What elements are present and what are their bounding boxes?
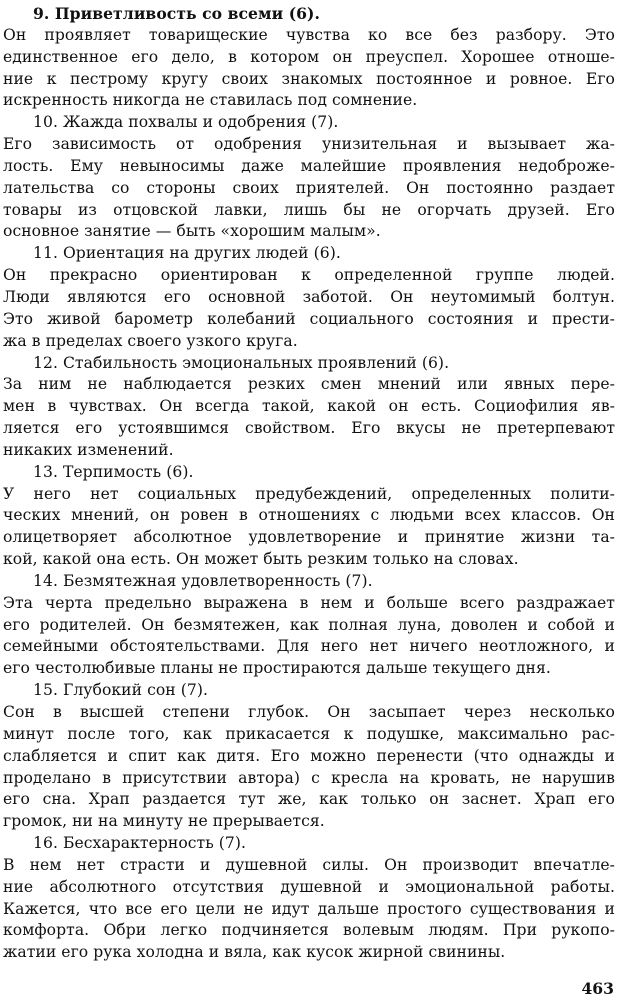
section-12: [3, 353, 615, 462]
text-line: За ним не наблюдается резких смен мнений или явных пере-: [3, 375, 615, 394]
text-line: товары из отцовской лавки, лишь бы не огорчать друзей. Его: [3, 200, 615, 219]
text-line: Он прекрасно ориентирован к определенной группе людей.: [3, 266, 615, 285]
section-10: [3, 112, 615, 243]
text-line: никаких изменений.: [3, 440, 174, 459]
text-line: Люди являются его основной заботой. Он неутомимый болтун.: [3, 287, 615, 306]
text-line: олицетворяет абсолютное удовлетворение и принятие жизни та-: [3, 528, 615, 547]
text-line: проделано в присутствии автора) с кресла на кровать, не нарушив: [3, 768, 615, 787]
text-line: лательства со стороны своих приятелей. Он постоянно раздает: [3, 178, 615, 197]
section-heading: 15. Глубокий сон (7).: [33, 681, 208, 700]
text-line: мен в чувствах. Он всегда такой, какой он есть. Социофилия яв-: [3, 397, 615, 416]
section-9: [3, 3, 615, 112]
section-16: [3, 833, 615, 964]
text-line: его честолюбивые планы не простираются дальше текущего дня.: [3, 659, 551, 678]
text-line: ческих мнений, он ровен в отношениях с людьми всех классов. Он: [3, 506, 615, 525]
text-line: Кажется, что все его цели не идут дальше простого существования и: [3, 899, 615, 918]
text-line: искренность никогда не ставилась под сомнение.: [3, 91, 418, 110]
section-heading: 13. Терпимость (6).: [33, 462, 194, 481]
section-heading: 9. Приветливость со всеми (6).: [33, 4, 320, 23]
section-heading: 16. Бесхарактерность (7).: [33, 834, 247, 853]
text-line: жа в пределах своего узкого круга.: [3, 331, 298, 350]
section-heading: 11. Ориентация на других людей (6).: [33, 244, 341, 263]
text-line: слабляется и спит как дитя. Его можно перенести (что однажды и: [3, 746, 615, 765]
text-line: Он проявляет товарищеские чувства ко все без разбору. Это: [3, 25, 615, 44]
section-15: [3, 680, 615, 833]
text-line: ние к пестрому кругу своих знакомых постоянное и ровное. Его: [3, 69, 615, 88]
text-line: основное занятие — быть «хорошим малым».: [3, 222, 381, 241]
text-line: У него нет социальных предубеждений, определенных полити-: [3, 484, 615, 503]
text-line: В нем нет страсти и душевной силы. Он производит впечатле-: [3, 855, 615, 874]
text-line: Эта черта предельно выражена в нем и больше всего раздражает: [3, 593, 615, 612]
text-line: единственное его дело, в котором он преуспел. Хорошее отноше-: [3, 47, 615, 66]
text-line: его сна. Храп раздается тут же, как только он заснет. Храп его: [3, 790, 615, 809]
section-heading: 14. Безмятежная удовлетворенность (7).: [33, 571, 373, 590]
section-heading: 12. Стабильность эмоциональных проявлений (6).: [33, 353, 450, 372]
section-13: [3, 462, 615, 571]
page-body: [3, 3, 615, 964]
section-14: [3, 571, 615, 680]
text-line: кой, какой она есть. Он может быть резким только на словах.: [3, 550, 519, 569]
section-heading: 10. Жажда похвалы и одобрения (7).: [33, 113, 339, 132]
text-line: жатии его рука холодна и вяла, как кусок жирной свинины.: [3, 943, 506, 962]
text-line: лость. Ему невыносимы даже малейшие проявления недоброже-: [3, 156, 615, 175]
text-line: Это живой барометр колебаний социального состояния и прести-: [3, 309, 615, 328]
text-line: ляется его устоявшимся свойством. Его вкусы не претерпевают: [3, 419, 615, 438]
section-11: [3, 243, 615, 352]
text-line: семейными обстоятельствами. Для него нет ничего неотложного, и: [3, 637, 615, 656]
text-line: его родителей. Он безмятежен, как полная луна, доволен и собой и: [3, 615, 615, 634]
text-line: Сон в высшей степени глубок. Он засыпает через несколько: [3, 703, 615, 721]
text-line: ние абсолютного отсутствия душевной и эмоциональной работы.: [3, 877, 615, 896]
text-line: Его зависимость от одобрения унизительная и вызывает жа-: [3, 135, 615, 154]
text-line: комфорта. Обри легко подчиняется волевым людям. При рукопо-: [3, 921, 615, 940]
text-line: громок, ни на минуту не прерывается.: [3, 812, 325, 831]
text-line: минут после того, как прикасается к подушке, максимально рас-: [3, 724, 615, 743]
page-number: 463: [581, 979, 614, 998]
